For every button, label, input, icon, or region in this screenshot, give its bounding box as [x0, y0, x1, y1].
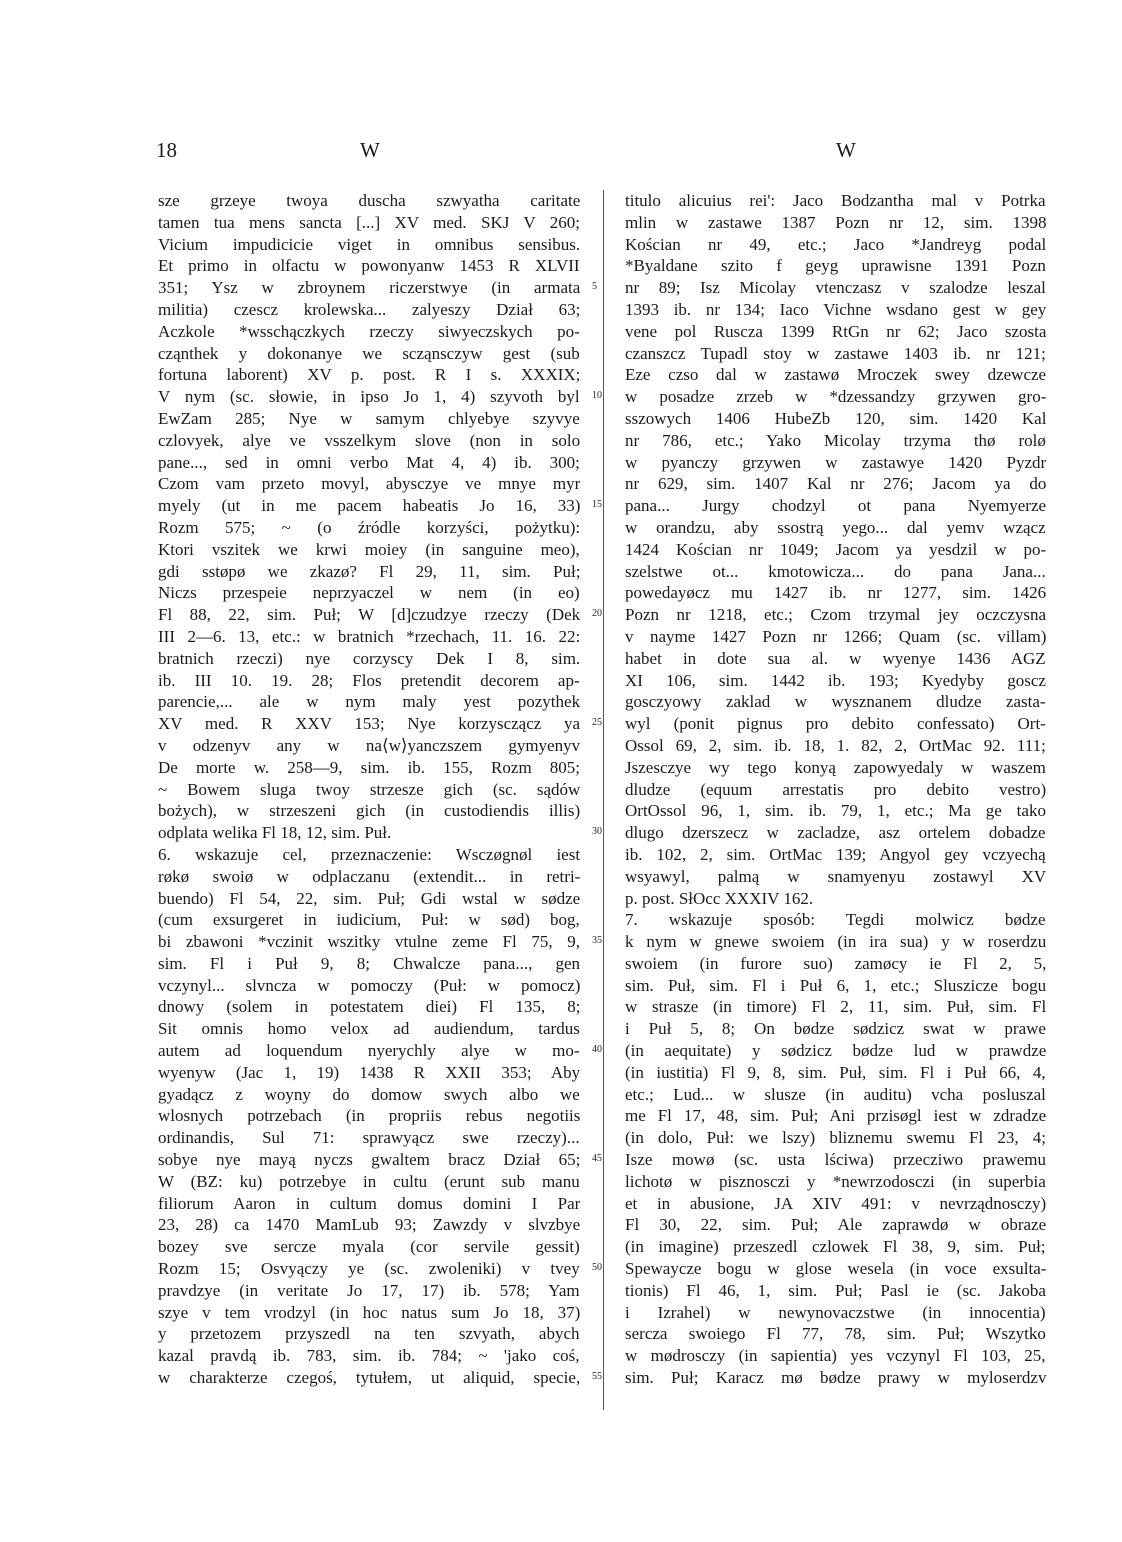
text-line: V nym (sc. słowie, in ipso Jo 1, 4) szyvoth byl: [158, 387, 580, 407]
text-line: Rozm 575; ~ (o źródle korzyści, pożytku):: [158, 517, 581, 537]
text-line: Rozm 15; Osvyączy ye (sc. zwoleniki) v tvey: [158, 1259, 580, 1279]
line-number: 40: [592, 1044, 602, 1056]
text-line: nr 89; Isz Micolay vtenczasz v szalodze leszal: [625, 278, 1046, 298]
line-number: 5: [592, 281, 597, 293]
text-line: Ossol 69, 2, sim. ib. 18, 1. 82, 2, OrtMac 92. 111;: [625, 735, 1046, 755]
right-column: [625, 190, 1046, 1389]
text-line: (in imagine) przeszedl czlowek Fl 38, 9, sim. Puł;: [625, 1237, 1046, 1257]
text-line: gosczyowy zaklad w wysznanem dludze zasta-: [625, 692, 1046, 712]
text-line: myely (ut in me pacem habeatis Jo 16, 33): [158, 496, 581, 516]
text-line: Kościan nr 49, etc.; Jaco *Jandreyg podal: [625, 234, 1047, 254]
page-number: 18: [156, 138, 177, 162]
text-line: swoiem (in furore suo) zamøcy ie Fl 2, 5,: [625, 953, 1047, 973]
text-line: cząnthek y dokonanye we scząnsczyw gest (sub: [158, 343, 580, 363]
text-line: Vicium impudicicie viget in omnibus sensibus.: [158, 234, 581, 254]
text-line: III 2—6. 13, etc.: w bratnich *rzechach, 11. 16. 22:: [158, 626, 581, 646]
text-line: (cum exsurgeret in iudicium, Puł: w sød) bog,: [158, 910, 580, 930]
text-line: ib. III 10. 19. 28; Flos pretendit decorem ap-: [158, 670, 580, 690]
text-line: p. post. SłOcc XXXIV 162.: [625, 888, 814, 908]
text-line: w strasze (in timore) Fl 2, 11, sim. Puł, sim. Fl: [625, 997, 1047, 1017]
text-line: 1424 Kościan nr 1049; Jacom ya yesdzil w po-: [625, 539, 1047, 559]
text-line: W (BZ: ku) potrzebye in cultu (erunt sub manu: [158, 1171, 580, 1191]
text-line: (in dolo, Puł: we lszy) bliznemu swemu Fl 23, 4;: [625, 1128, 1046, 1148]
text-line: i Puł 5, 8; On bødze sødzicz swat w prawe: [625, 1019, 1046, 1039]
line-number: 20: [592, 608, 602, 620]
line-number: 30: [592, 826, 602, 838]
text-line: w mødrosczy (in sapientia) yes vczynyl Fl 103, 25,: [625, 1346, 1046, 1366]
line-number: 50: [592, 1262, 602, 1274]
text-line: odplata welika Fl 18, 12, sim. Puł.: [158, 823, 392, 843]
text-line: w orandzu, aby ssostrą yego... dal yemv wzącz: [625, 517, 1046, 537]
text-line: Jszesczye wy tego konyą zapowyedaly w waszem: [625, 757, 1046, 777]
text-line: sszowych 1406 HubeZb 120, sim. 1420 Kal: [625, 408, 1047, 428]
text-line: wyenyw (Jac 1, 19) 1438 R XXII 353; Aby: [158, 1062, 581, 1082]
text-line: nr 629, sim. 1407 Kal nr 276; Jacom ya do: [625, 474, 1047, 494]
text-line: vene pol Ruscza 1399 RtGn nr 62; Jaco szosta: [625, 321, 1047, 341]
text-line: Niczs przespeie neprzyaczel w nem (in eo): [158, 583, 580, 603]
text-line: w charakterze czegoś, tytułem, ut aliquid, specie,: [158, 1368, 581, 1388]
text-line: czanszcz Tupadl stoy w zastawe 1403 ib. nr 121;: [625, 343, 1046, 363]
text-line: Czom vam przeto movyl, abysczye ve mnye myr: [158, 474, 581, 494]
text-line: v nayme 1427 Pozn nr 1266; Quam (sc. villam): [625, 626, 1047, 646]
text-line: vczynyl... slvncza w pomoczy (Puł: w pomocz): [158, 975, 581, 995]
text-line: sim. Fl i Puł 9, 8; Chwalcze pana..., gen: [158, 953, 581, 973]
text-line: kazal pravdą ib. 783, sim. ib. 784; ~ 'jako coś,: [158, 1346, 580, 1366]
text-line: pana... Jurgy chodzyl ot pana Nyemyerze: [625, 496, 1047, 516]
text-line: ib. 102, 2, sim. OrtMac 139; Angyol gey vczyechą: [625, 844, 1046, 864]
text-line: pravdzye (in veritate Jo 17, 17) ib. 578; Yam: [158, 1280, 580, 1300]
text-line: filiorum Aaron in cultum domus domini I Par: [158, 1193, 581, 1213]
text-line: wyl (ponit pignus pro debito confessato) Ort-: [625, 714, 1046, 734]
text-line: bożych), w strzeszeni gich (in custodiendis illis): [158, 801, 581, 821]
text-line: nr 786, etc.; Yako Micolay trzyma thø rolø: [625, 430, 1046, 450]
text-line: ordinandis, Sul 71: sprawyącz swe rzeczy)...: [158, 1128, 580, 1148]
text-line: 351; Ysz w zbroynem riczerstwye (in armata: [158, 278, 581, 298]
text-line: Ktori vszitek we krwi moiey (in sanguine meo),: [158, 539, 580, 559]
text-line: w posadze zrzeb w *dzessandzy grzywen gro-: [625, 387, 1047, 407]
text-line: *Byaldane szito f geyg uprawisne 1391 Pozn: [625, 256, 1046, 276]
text-line: sze grzeye twoya duscha szwyatha caritate: [158, 191, 581, 210]
text-line: lichotø w pisznosczi y *newrzodosczi (in superbia: [625, 1171, 1046, 1191]
text-line: etc.; Lud... w slusze (in auditu) vcha posluszal: [625, 1084, 1046, 1104]
column-rule: [603, 190, 604, 1410]
line-number: 45: [592, 1153, 602, 1165]
line-number: 55: [592, 1371, 602, 1383]
text-line: tionis) Fl 46, 1, sim. Puł; Pasl ie (sc. Jakoba: [625, 1280, 1046, 1300]
text-line: (in aequitate) y sødzicz bødze lud w prawdze: [625, 1041, 1047, 1061]
text-line: szelstwe ot... kmotowicza... do pana Jana...: [625, 561, 1046, 581]
text-line: et in abusione, JA XIV 491: v nevrządnosczy): [625, 1193, 1047, 1213]
text-line: Pozn nr 1218, etc.; Czom trzymal jey oczczysna: [625, 605, 1047, 625]
text-line: v odzenyv any w na⟨w⟩yanczszem gymyenyv: [158, 735, 581, 755]
text-line: gdi sstøpø we zkazø? Fl 29, 11, sim. Puł;: [158, 561, 581, 581]
text-line: ~ Bowem sluga twoy strzesze gich (sc. sądów: [158, 779, 581, 799]
text-line: (in iustitia) Fl 9, 8, sim. Puł, sim. Fl i Puł 66, 4,: [625, 1062, 1046, 1082]
text-line: Sit omnis homo velox ad audiendum, tardus: [158, 1019, 580, 1039]
text-line: De morte w. 258—9, sim. ib. 155, Rozm 805;: [158, 757, 581, 777]
text-line: parencie,... ale w nym maly yest pozythek: [158, 692, 581, 712]
text-line: sim. Puł; Karacz mø bødze prawy w myloserdzv: [625, 1368, 1047, 1388]
text-line: XI 106, sim. 1442 ib. 193; Kyedyby goscz: [625, 670, 1046, 690]
text-line: militia) czescz krolewska... zalyeszy Dział 63;: [158, 299, 581, 319]
text-line: gyadącz z woyny do domow swych albo we: [158, 1084, 580, 1104]
left-headword: W: [360, 138, 380, 162]
text-line: powedayøcz mu 1427 ib. nr 1277, sim. 1426: [625, 583, 1047, 603]
text-line: røkø swoiø w odplaczanu (extendit... in retri-: [158, 866, 581, 886]
text-line: Fl 88, 22, sim. Puł; W [d]czudzye rzeczy (Dek: [158, 605, 581, 625]
text-line: bozey sve sercze myala (cor servile gessit): [158, 1237, 580, 1257]
left-column: [158, 190, 580, 1389]
text-line: dludze (equum arrestatis pro debito vestro): [625, 779, 1047, 799]
text-line: wlosnych potrzebach (in propriis rebus negotiis: [158, 1106, 581, 1126]
text-line: EwZam 285; Nye w samym chlyebye szyvye: [158, 408, 580, 428]
line-number: 10: [592, 390, 602, 402]
text-line: pane..., sed in omni verbo Mat 4, 4) ib. 300;: [158, 452, 580, 472]
line-number: 25: [592, 717, 602, 729]
text-line: k nym w gnewe swoiem (in ira sua) y w roserdzu: [625, 932, 1047, 952]
text-line: szye v tem vrodzyl (in hoc natus sum Jo 18, 37): [158, 1302, 581, 1322]
text-line: Isze mowø (sc. usta lściwa) przecziwo prawemu: [625, 1150, 1047, 1170]
text-line: wsyawyl, palmą w snamyenyu zostawyl XV: [625, 866, 1047, 886]
text-line: sercza swoiego Fl 77, 78, sim. Puł; Wszytko: [625, 1324, 1046, 1344]
text-line: 7. wskazuje sposób: Tegdi molwicz bødze: [625, 910, 1046, 930]
text-line: dlugo dzerszecz w zacladze, asz ortelem dobadze: [625, 823, 1046, 843]
text-line: bi zbawoni *vczinit wszitky vtulne zeme Fl 75, 9,: [158, 932, 580, 952]
text-line: y przetozem przyszedl na ten szvyath, abych: [158, 1324, 580, 1344]
text-line: w pyanczy grzywen w zastawye 1420 Pyzdr: [625, 452, 1047, 472]
text-line: sobye nye mayą nyczs gwaltem bracz Dział 65;: [158, 1150, 581, 1170]
text-line: OrtOssol 96, 1, sim. ib. 79, 1, etc.; Ma ge tako: [625, 801, 1046, 821]
text-line: czlovyek, alye ve vsszelkym slove (non in solo: [158, 430, 581, 450]
text-line: autem ad loquendum nyerychly alye w mo-: [158, 1041, 580, 1061]
line-number: 15: [592, 499, 602, 511]
text-line: bratnich rzeczi) nye corzyscy Dek I 8, sim.: [158, 648, 581, 668]
text-line: 6. wskazuje cel, przeznaczenie: Wsczøgnøl iest: [158, 844, 581, 864]
text-line: Spewaycze bogu w glose wesela (in voce exsulta-: [625, 1259, 1047, 1279]
text-line: dnowy (solem in potestatem diei) Fl 135, 8;: [158, 997, 581, 1017]
text-line: 23, 28) ca 1470 MamLub 93; Zawzdy v slvzbye: [158, 1215, 581, 1235]
text-line: Aczkole *wsschączkych rzeczy siwyeczskych po-: [158, 321, 580, 341]
text-line: tamen tua mens sancta [...] XV med. SKJ V 260;: [158, 212, 580, 232]
right-headword: W: [836, 138, 856, 162]
text-line: Fl 30, 22, sim. Puł; Ale zaprawdø w obraze: [625, 1215, 1047, 1235]
text-line: XV med. R XXV 153; Nye korzysczącz ya: [158, 714, 581, 734]
text-line: mlin w zastawe 1387 Pozn nr 12, sim. 1398: [625, 212, 1047, 232]
text-line: fortuna laborent) XV p. post. R I s. XXXIX;: [158, 365, 581, 385]
text-line: habet in dote sua al. w wyenye 1436 AGZ: [625, 648, 1046, 668]
text-line: Eze czso dal w zastawø Mroczek swey dzewcze: [625, 365, 1047, 385]
line-number: 35: [592, 935, 602, 947]
text-line: 1393 ib. nr 134; Iaco Vichne wsdano gest w gey: [625, 299, 1047, 319]
text-line: sim. Puł, sim. Fl i Puł 6, 1, etc.; Sluszicze bogu: [625, 975, 1047, 995]
text-line: me Fl 17, 48, sim. Puł; Ani przisøgl iest w zdradze: [625, 1106, 1047, 1126]
text-line: titulo alicuius rei': Jaco Bodzantha mal v Potrka: [625, 191, 1046, 210]
text-line: buendo) Fl 54, 22, sim. Puł; Gdi wstal w sødze: [158, 888, 581, 908]
text-line: Et primo in olfactu w powonyanw 1453 R XLVII: [158, 256, 580, 276]
text-line: i Izrahel) w newynovaczstwe (in innocentia): [625, 1302, 1046, 1322]
